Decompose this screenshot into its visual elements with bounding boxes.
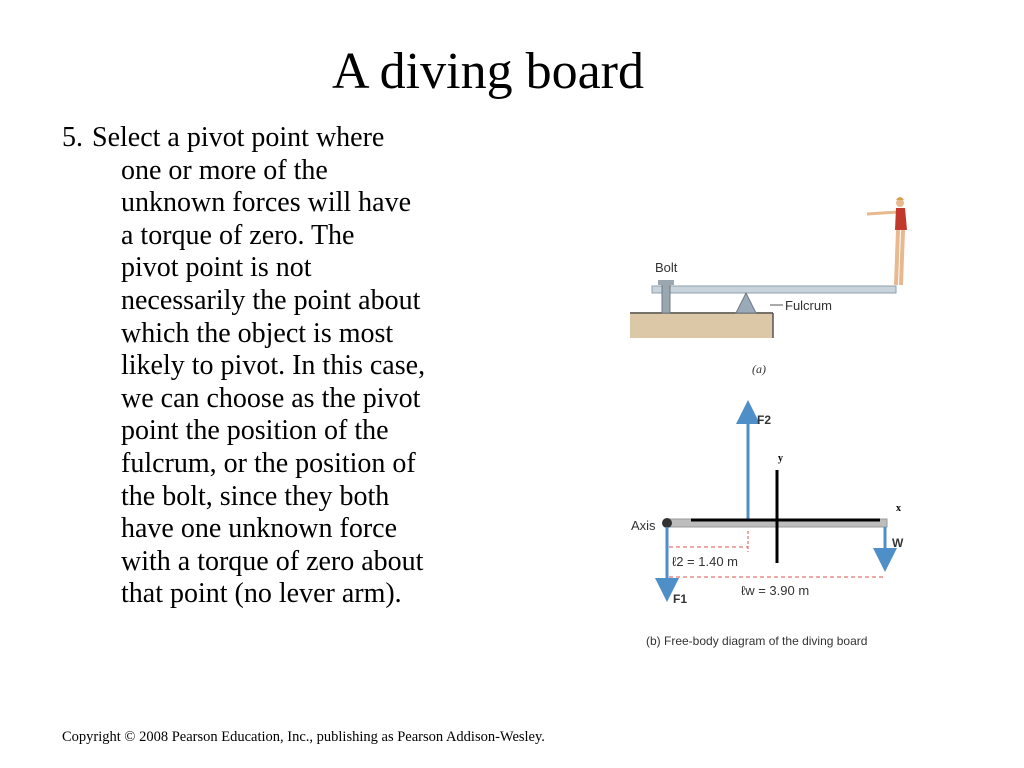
text-line: fulcrum, or the position of [121,447,416,479]
fulcrum-label: Fulcrum [785,298,832,313]
bolt-label: Bolt [655,260,678,275]
axis-label: Axis [631,518,656,533]
text-line: that point (no lever arm). [121,578,402,610]
fulcrum-triangle [736,293,756,313]
text-line: have one unknown force [121,513,398,545]
lw-label: ℓw = 3.90 m [741,583,810,598]
text-line: a torque of zero. The [121,219,355,251]
text-line: which the object is most [121,317,394,349]
text-line: we can choose as the pivot [121,382,421,414]
force-f1-label: F1 [673,592,688,606]
bolt-post [662,282,670,313]
diver-figure [867,197,907,285]
y-axis-label: y [778,453,783,464]
item-number: 5. [62,122,83,153]
text-line: with a torque of zero about [121,545,424,577]
force-w-label: W [892,536,904,550]
text-line: the bolt, since they both [121,480,390,512]
text-line: pivot point is not [121,252,312,284]
slide-title: A diving board [332,43,644,100]
diving-board [652,286,896,293]
text-line: 5. Select a pivot point where [62,122,385,153]
bolt-head [658,280,674,285]
part-a-caption: (a) [752,362,766,376]
axis-point [662,518,672,528]
text-line: necessarily the point about [121,284,421,316]
text-line: one or more of the [121,154,328,186]
part-b-caption: (b) Free-body diagram of the diving board [646,634,868,648]
diving-board-figure [628,190,1008,660]
ground-block [630,312,773,338]
body-text [62,122,512,611]
force-f2-label: F2 [757,413,772,427]
x-axis-label: x [896,503,901,514]
text-line: likely to pivot. In this case, [121,350,426,382]
text-line: point the position of the [121,415,389,447]
text-line: unknown forces will have [121,187,412,219]
l2-label: ℓ2 = 1.40 m [672,554,738,569]
diving-board-diagram [628,190,1008,660]
copyright-footer: Copyright © 2008 Pearson Education, Inc., publishing as Pearson Addison-Wesley. [62,729,545,745]
